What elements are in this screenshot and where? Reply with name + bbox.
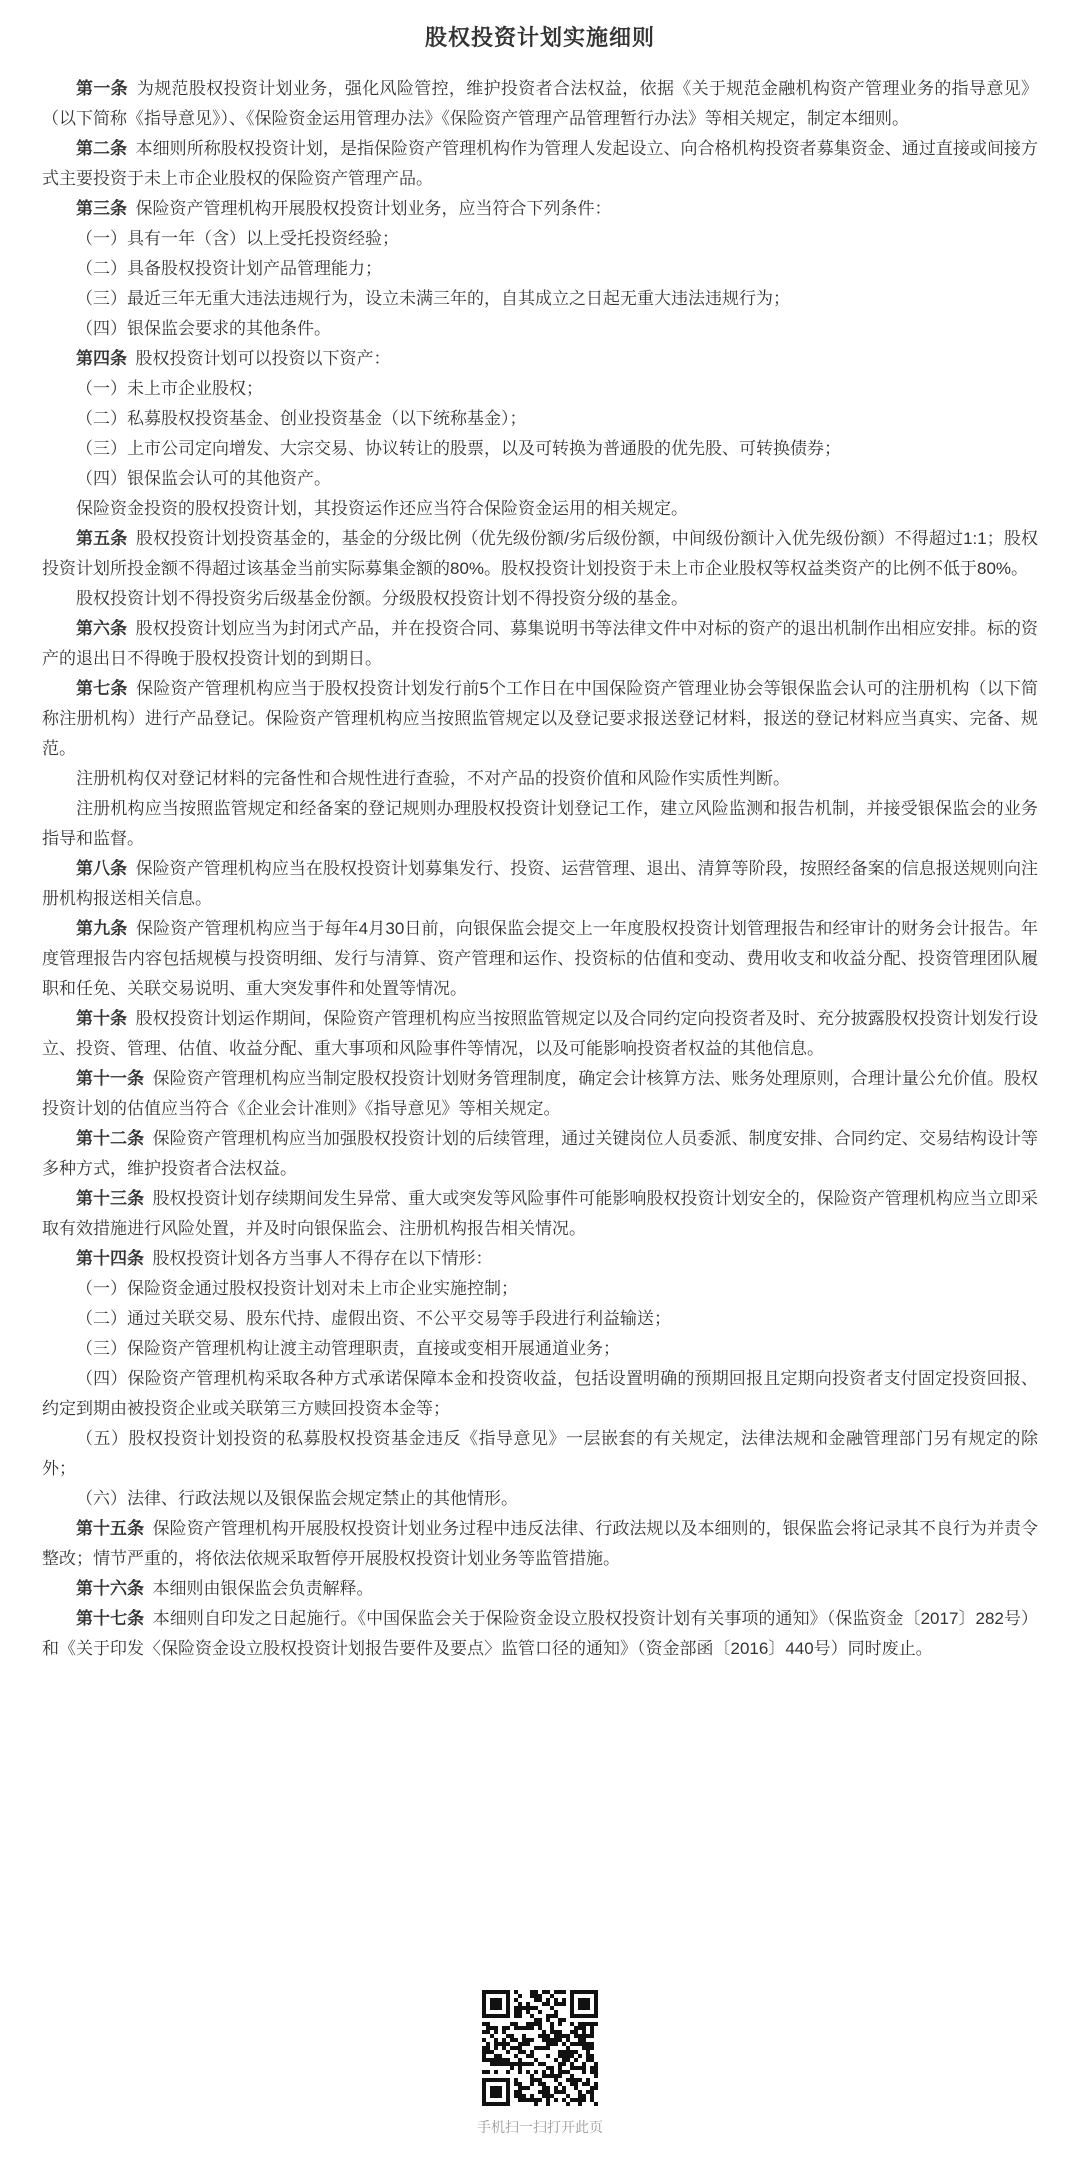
paragraph: （二）通过关联交易、股东代持、虚假出资、不公平交易等手段进行利益输送； <box>76 1309 671 1328</box>
article-number: 第十三条 <box>76 1189 145 1208</box>
article-number: 第三条 <box>76 199 127 218</box>
paragraph: （二）私募股权投资基金、创业投资基金（以下统称基金）； <box>76 409 527 428</box>
article-number: 第五条 <box>76 529 128 548</box>
article-paragraph: 第十五条 保险资产管理机构开展股权投资计划业务过程中违反法律、行政法规以及本细则的，银保监会将记录其不良行为并责令整改；情节严重的，将依法依规采取暂停开展股权投资计划业务等监管措施。 <box>42 1519 1038 1568</box>
article-paragraph: 第一条 为规范股权投资计划业务，强化风险管控，维护投资者合法权益，依据《关于规范金融机构资产管理业务的指导意见》（以下简称《指导意见》）、《保险资金运用管理办法》《保险资产管理产品管理暂行办法》等相关规定，制定本细则。 <box>42 79 1039 128</box>
paragraph: 注册机构仅对登记材料的完备性和合规性进行查验，不对产品的投资价值和风险作实质性判断。 <box>76 769 790 788</box>
article-number: 第十四条 <box>76 1249 144 1268</box>
article-number: 第四条 <box>76 349 127 368</box>
document-body <box>42 74 1038 1664</box>
paragraph: （四）银保监会认可的其他资产。 <box>76 469 331 488</box>
article-paragraph: 第十条 股权投资计划运作期间，保险资产管理机构应当按照监管规定以及合同约定向投资者及时、充分披露股权投资计划发行设立、投资、管理、估值、收益分配、重大事项和风险事件等情况，以及可能影响投资者权益的其他信息。 <box>42 1009 1039 1058</box>
article-paragraph: 第十七条 本细则自印发之日起施行。《中国保监会关于保险资金设立股权投资计划有关事项的通知》（保监资金〔2017〕282号）和《关于印发〈保险资金设立股权投资计划报告要件及要点〉监管口径的通知》（资金部函〔2016〕440号）同时废止。 <box>42 1609 1039 1658</box>
article-number: 第十一条 <box>76 1069 145 1088</box>
article-paragraph: 第十一条 保险资产管理机构应当制定股权投资计划财务管理制度，确定会计核算方法、账务处理原则，合理计量公允价值。股权投资计划的估值应当符合《企业会计准则》《指导意见》等相关规定。 <box>42 1069 1038 1118</box>
paragraph: 股权投资计划不得投资劣后级基金份额。分级股权投资计划不得投资分级的基金。 <box>76 589 688 608</box>
article-number: 第十五条 <box>76 1519 145 1538</box>
article-number: 第十七条 <box>76 1609 145 1628</box>
article-paragraph: 第七条 保险资产管理机构应当于股权投资计划发行前5个工作日在中国保险资产管理业协会等银保监会认可的注册机构（以下简称注册机构）进行产品登记。保险资产管理机构应当按照监管规定以及登记要求报送登记材料，报送的登记材料应当真实、完备、规范。 <box>42 679 1039 758</box>
article-paragraph: 第十六条 本细则由银保监会负责解释。 <box>76 1579 374 1598</box>
article-number: 第六条 <box>76 619 128 638</box>
qr-code <box>482 1990 598 2106</box>
article-number: 第十二条 <box>76 1129 145 1148</box>
article-paragraph: 第八条 保险资产管理机构应当在股权投资计划募集发行、投资、运营管理、退出、清算等阶段，按照经备案的信息报送规则向注册机构报送相关信息。 <box>42 859 1039 908</box>
article-number: 第七条 <box>76 679 128 698</box>
paragraph: （三）最近三年无重大违法违规行为，设立未满三年的，自其成立之日起无重大违法违规行为； <box>76 289 790 308</box>
article-number: 第二条 <box>76 139 128 158</box>
page-title: 股权投资计划实施细则 <box>424 25 655 50</box>
qr-caption: 手机扫一扫打开此页 <box>477 2119 603 2135</box>
article-paragraph: 第三条 保险资产管理机构开展股权投资计划业务，应当符合下列条件： <box>76 199 612 218</box>
footer <box>0 1990 1080 2137</box>
article-number: 第一条 <box>76 79 129 98</box>
paragraph: （三）保险资产管理机构让渡主动管理职责，直接或变相开展通道业务； <box>76 1339 620 1358</box>
paragraph: （三）上市公司定向增发、大宗交易、协议转让的股票，以及可转换为普通股的优先股、可转换债券； <box>76 439 841 458</box>
article-paragraph: 第十三条 股权投资计划存续期间发生异常、重大或突发等风险事件可能影响股权投资计划安全的，保险资产管理机构应当立即采取有效措施进行风险处置，并及时向银保监会、注册机构报告相关情况。 <box>42 1189 1038 1238</box>
article-number: 第九条 <box>76 919 128 938</box>
paragraph: （一）具有一年（含）以上受托投资经验； <box>76 229 399 248</box>
paragraph: （四）银保监会要求的其他条件。 <box>76 319 331 338</box>
article-paragraph: 第十四条 股权投资计划各方当事人不得存在以下情形： <box>76 1249 493 1268</box>
paragraph: 保险资金投资的股权投资计划，其投资运作还应当符合保险资金运用的相关规定。 <box>76 499 688 518</box>
paragraph: （一）保险资金通过股权投资计划对未上市企业实施控制； <box>76 1279 518 1298</box>
article-paragraph: 第四条 股权投资计划可以投资以下资产： <box>76 349 391 368</box>
article-number: 第十条 <box>76 1009 128 1028</box>
article-paragraph: 第十二条 保险资产管理机构应当加强股权投资计划的后续管理，通过关键岗位人员委派、制度安排、合同约定、交易结构设计等多种方式，维护投资者合法权益。 <box>42 1129 1038 1178</box>
article-paragraph: 第二条 本细则所称股权投资计划，是指保险资产管理机构作为管理人发起设立、向合格机构投资者募集资金、通过直接或间接方式主要投资于未上市企业股权的保险资产管理产品。 <box>42 139 1039 188</box>
article-number: 第八条 <box>76 859 128 878</box>
paragraph: （四）保险资产管理机构采取各种方式承诺保障本金和投资收益，包括设置明确的预期回报且定期向投资者支付固定投资回报、约定到期由被投资企业或关联第三方赎回投资本金等； <box>42 1369 1038 1418</box>
paragraph: （一）未上市企业股权； <box>76 379 263 398</box>
paragraph: 注册机构应当按照监管规定和经备案的登记规则办理股权投资计划登记工作，建立风险监测和报告机制，并接受银保监会的业务指导和监督。 <box>42 799 1038 848</box>
article-paragraph: 第五条 股权投资计划投资基金的，基金的分级比例（优先级份额/劣后级份额，中间级份额计入优先级份额）不得超过1:1；股权投资计划所投金额不得超过该基金当前实际募集金额的80%。股权投资计划投资于未上市企业股权等权益类资产的比例不低于80%。 <box>42 529 1038 578</box>
paragraph: （五）股权投资计划投资的私募股权投资基金违反《指导意见》一层嵌套的有关规定，法律法规和金融管理部门另有规定的除外； <box>42 1429 1038 1478</box>
paragraph: （二）具备股权投资计划产品管理能力； <box>76 259 382 278</box>
article-paragraph: 第九条 保险资产管理机构应当于每年4月30日前，向银保监会提交上一年度股权投资计划管理报告和经审计的财务会计报告。年度管理报告内容包括规模与投资明细、发行与清算、资产管理和运作、投资标的估值和变动、费用收支和收益分配、投资管理团队履职和任免、关联交易说明、重大突发事件和处置等情况。 <box>42 919 1038 998</box>
article-paragraph: 第六条 股权投资计划应当为封闭式产品，并在投资合同、募集说明书等法律文件中对标的资产的退出机制作出相应安排。标的资产的退出日不得晚于股权投资计划的到期日。 <box>42 619 1039 668</box>
paragraph: （六）法律、行政法规以及银保监会规定禁止的其他情形。 <box>76 1489 518 1508</box>
article-number: 第十六条 <box>76 1579 144 1598</box>
